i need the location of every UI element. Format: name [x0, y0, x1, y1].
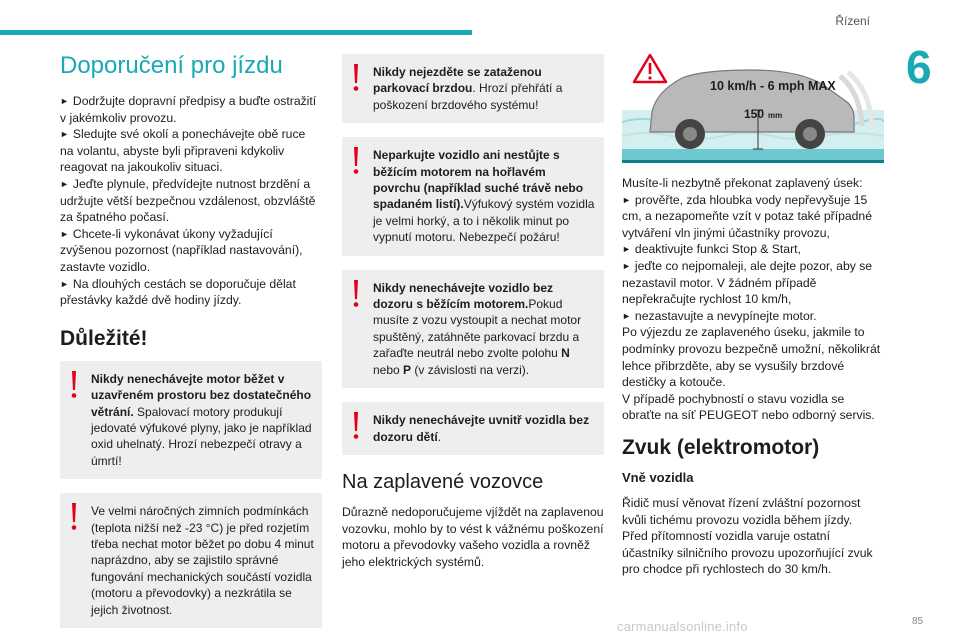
page-number: 85	[912, 616, 924, 627]
warning-bold-text: Nikdy nejezděte se zataženou parkovací brzdou	[373, 65, 542, 96]
driving-advice-list	[60, 93, 322, 309]
arrow-icon: ►	[622, 310, 631, 321]
warning-text: Spalovací motory produkují jedovaté výfukové plyny, jako je například oxid uhelnatý. Hrozí nebezpečí otravy a úmrtí!	[91, 404, 312, 468]
header-accent-bar	[0, 30, 472, 35]
warning-bold-text: Nikdy nenechávejte uvnitř vozidla bez dozoru dětí	[373, 413, 590, 444]
arrow-icon: ►	[60, 178, 69, 189]
flooded-road-paragraph: Důrazně nedoporučujeme vjíždět na zaplavenou vozovku, mohlo by to vést k vážnému poškození motoru a převodovky vašeho vozidla a rovněž jeho elektrických systémů.	[342, 504, 604, 569]
warning-bold-text: Nikdy nenechávejte motor běžet v uzavřeném prostoru bez dostatečného větrání.	[91, 371, 312, 419]
arrow-icon: ►	[622, 194, 631, 205]
warning-box-winter	[60, 493, 322, 628]
warning-bold-text: Nikdy nenechávejte vozidlo bez dozoru s běžícím motorem.	[373, 280, 554, 312]
sound-text: Řidič musí věnovat řízení zvláštní pozornost kvůli tichému provozu vozidla během jízdy.	[622, 495, 861, 527]
warning-box-children	[342, 402, 604, 455]
list-item: ► nezastavujte a nevypínejte motor.	[622, 308, 817, 323]
flood-instructions	[622, 175, 884, 424]
flooded-road-illustration	[622, 52, 884, 163]
list-item: ► Dodržujte dopravní předpisy a buďte ostražití v jakémkoliv provozu.	[60, 94, 317, 125]
flood-after-paragraph: Po výjezdu ze zaplaveného úseku, jakmile to podmínky provozu bezpečně umožní, několikrát lehce přibrzděte, aby se vysušily brzdové destičky a kotouče.	[622, 325, 881, 390]
arrow-icon: ►	[622, 260, 631, 271]
chapter-title: Řízení	[835, 14, 870, 28]
list-item: ► Na dlouhých cestách se doporučuje dělat přestávky každé dvě hodiny jízdy.	[60, 276, 296, 308]
warning-text: Ve velmi náročných zimních podmínkách (teplota nižší než -23 °C) je před rozjetím třeba nechat motor běžet po dobu 4 minut naprázdno, aby se zajistilo správné fungování mechanických součástí vozidla (motoru a převodovky) a nezkrátila se jejich životnost.	[91, 504, 314, 617]
list-item: ► Sledujte své okolí a ponechávejte obě ruce na volantu, abyste byli připraveni kdykoliv reagovat na jakoukoliv situaci.	[60, 127, 306, 175]
warning-text: Výfukový systém vozidla je velmi horký, a to i několik minut po vypnutí motoru. Nebezpečí požáru!	[373, 197, 595, 245]
depth-value: 150	[744, 107, 765, 121]
warning-text: .	[437, 429, 442, 444]
arrow-icon: ►	[622, 244, 631, 255]
arrow-icon: ►	[60, 96, 69, 106]
list-item: ► Jeďte plynule, předvídejte nutnost brzdění a udržujte větší bezpečnou vzdálenost, obzvláště za špatného počasí.	[60, 176, 316, 225]
section-title-flooded-road: Na zaplavené vozovce	[342, 470, 544, 493]
gear-position-n: N	[561, 346, 570, 361]
arrow-icon: ►	[60, 228, 69, 239]
sound-paragraph	[622, 495, 884, 578]
flood-intro: Musíte-li nezbytně překonat zaplavený úsek:	[622, 176, 863, 190]
column-right	[622, 52, 884, 578]
arrow-icon: ►	[60, 278, 69, 289]
section-title-sound: Zvuk (elektromotor)	[622, 435, 820, 459]
list-item: ► Chcete-li vykonávat úkony vyžadující zvýšenou pozornost (například nastavování), zastavte vozidlo.	[60, 226, 303, 274]
exclamation-icon	[352, 280, 360, 308]
section-title-driving-advice: Doporučení pro jízdu	[60, 52, 283, 79]
warning-bold-text: Neparkujte vozidlo ani nestůjte s běžícím motorem na hořlavém povrchu (například suché trávě nebo spadaném listí).	[373, 148, 584, 212]
column-left	[60, 52, 322, 642]
list-item: ► jeďte co nejpomaleji, ale dejte pozor, aby se nezastavil motor. V žádném případě nepřekračujte rychlost 10 km/h,	[622, 258, 873, 307]
warning-box-parking-brake	[342, 54, 604, 123]
arrow-icon: ►	[60, 129, 69, 140]
chapter-number: 6	[906, 41, 932, 93]
column-middle	[342, 54, 604, 570]
watermark: carmanualsonline.info	[617, 619, 748, 634]
list-item: ► prověřte, zda hloubka vody nepřevyšuje 15 cm, a nezapomeňte vzít v potaz také případné vytváření vln jinými účastníky provozu,	[622, 192, 872, 240]
flood-service-paragraph: V případě pochybností o stavu vozidla se obraťte na síť PEUGEOT nebo odborný servis.	[622, 391, 875, 423]
sound-text: Před přítomností vozidla varuje ostatní účastníky silničního provozu upozorňující zvuk pro chodce při rychlostech do 30 km/h.	[622, 529, 873, 577]
speed-limit-label: 10 km/h - 6 mph MAX	[710, 79, 836, 93]
warning-box-flammable-surface	[342, 137, 604, 255]
exclamation-icon	[352, 412, 360, 440]
gear-position-p: P	[403, 362, 412, 377]
warning-box-ventilation	[60, 361, 322, 479]
depth-unit: mm	[768, 111, 783, 120]
exclamation-icon	[70, 371, 78, 399]
important-heading: Důležité!	[60, 326, 148, 350]
exclamation-icon	[70, 503, 78, 531]
car-in-water-image	[622, 52, 884, 163]
warning-text: nebo	[373, 362, 404, 377]
warning-text: Pokud musíte z vozu vystoupit a nechat motor spuštěný, zatáhněte parkovací brzdu a zařaďte neutrál nebo zvolte polohu	[373, 297, 582, 361]
warning-text: . Hrozí přehřátí a poškození brzdového systému!	[373, 81, 563, 112]
warning-box-unattended-engine	[342, 270, 604, 388]
warning-text: (v závislosti na verzi).	[411, 362, 530, 377]
exclamation-icon	[352, 64, 360, 92]
list-item: ► deaktivujte funkci Stop & Start,	[622, 242, 801, 257]
exclamation-icon	[352, 147, 360, 175]
subsection-title-outside: Vně vozidla	[622, 469, 694, 485]
